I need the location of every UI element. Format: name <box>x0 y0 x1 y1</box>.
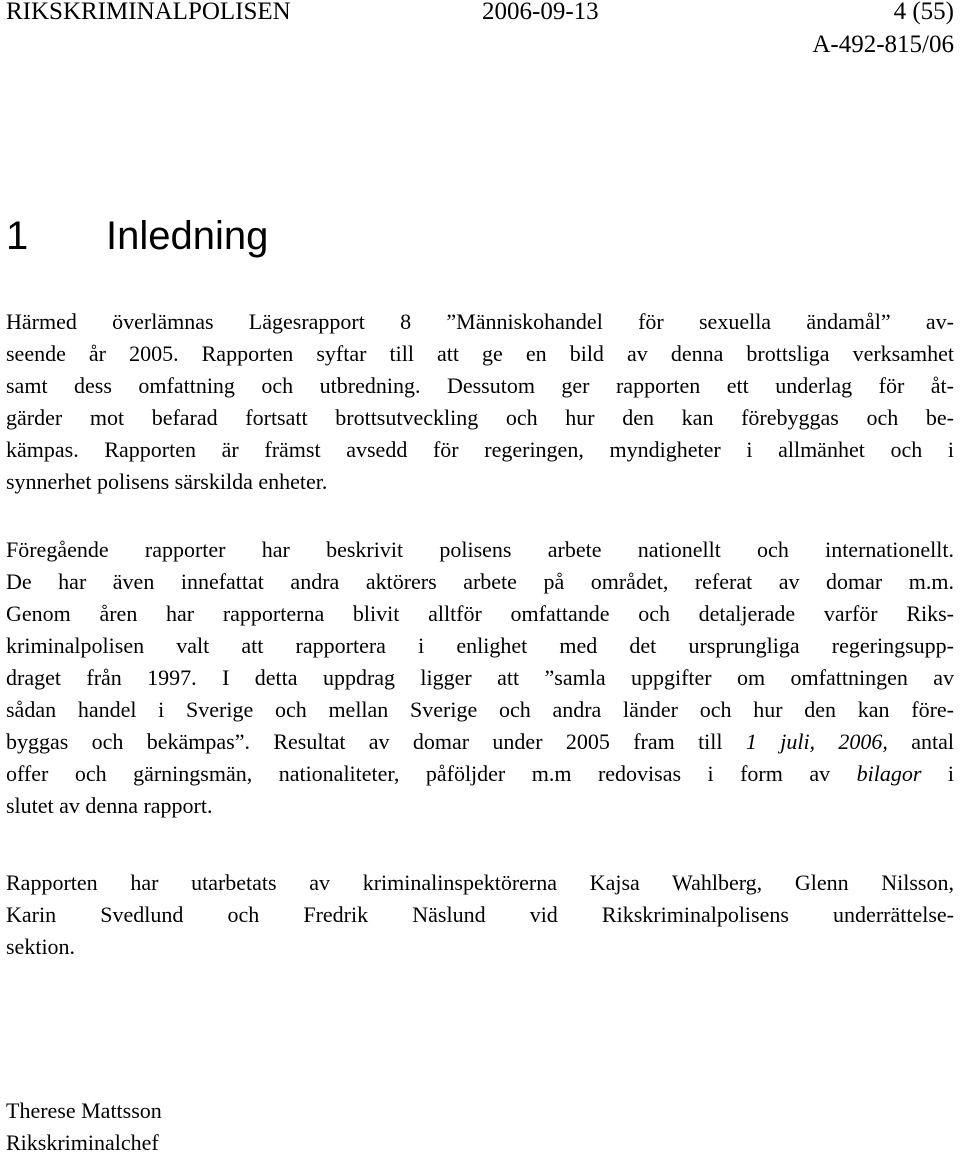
paragraph-line: De har även innefattat andra aktörers arbete på området, referat av domar m.m. <box>6 569 954 594</box>
text-run: antal <box>887 729 955 754</box>
paragraph-line: sådan handel i Sverige och mellan Sverige och andra länder och hur den kan före- <box>6 697 954 722</box>
header-organization: RIKSKRIMINALPOLISEN <box>6 0 291 25</box>
paragraph-background <box>6 534 954 822</box>
paragraph-line: Rapporten har utarbetats av kriminalinspektörerna Kajsa Wahlberg, Glenn Nilsson, <box>6 870 954 895</box>
paragraph-line: synnerhet polisens särskilda enheter. <box>6 469 328 494</box>
paragraph-line: Föregående rapporter har beskrivit polisens arbete nationellt och internationellt. <box>6 537 954 562</box>
paragraph-line: Genom åren har rapporterna blivit alltför omfattande och detaljerade varför Riks- <box>6 601 954 626</box>
emphasized-date: 1 juli, 2006, <box>745 729 888 754</box>
paragraph-line: kämpas. Rapporten är främst avsedd för regeringen, myndigheter i allmänhet och i <box>6 437 954 462</box>
signature-title: Rikskriminalchef <box>6 1130 159 1155</box>
paragraph-line: gärder mot befarad fortsatt brottsutveckling och hur den kan förebyggas och be- <box>6 405 954 430</box>
header-reference: A-492-815/06 <box>812 31 954 58</box>
header-date: 2006-09-13 <box>482 0 599 25</box>
section-title: Inledning <box>106 214 269 258</box>
paragraph-line: kriminalpolisen valt att rapportera i enlighet med det ursprungliga regeringsupp- <box>6 633 954 658</box>
section-heading <box>6 208 268 264</box>
header-page-number: 4 (55) <box>893 0 954 25</box>
paragraph-line: Härmed överlämnas Lägesrapport 8 ”Människohandel för sexuella ändamål” av- <box>6 309 954 334</box>
page-header <box>6 0 954 30</box>
paragraph-line: draget från 1997. I detta uppdrag ligger att ”samla uppgifter om omfattningen av <box>6 665 954 690</box>
section-number: 1 <box>6 214 29 258</box>
paragraph-intro <box>6 306 954 498</box>
text-run: byggas och bekämpas”. Resultat av domar under 2005 fram till <box>6 729 746 754</box>
paragraph-line: seende år 2005. Rapporten syftar till att ge en bild av denna brottsliga verksamhet <box>6 341 954 366</box>
signature-name: Therese Mattsson <box>6 1098 162 1123</box>
emphasized-term: bilagor <box>856 761 922 786</box>
paragraph-line <box>6 758 954 790</box>
text-run: i <box>921 761 954 786</box>
paragraph-line <box>6 726 954 758</box>
paragraph-line: slutet av denna rapport. <box>6 793 213 818</box>
paragraph-authors <box>6 867 954 963</box>
signature-block <box>6 1095 954 1159</box>
paragraph-line: sektion. <box>6 934 76 959</box>
text-run: offer och gärningsmän, nationaliteter, påföljder m.m redovisas i form av <box>6 761 857 786</box>
paragraph-line: Karin Svedlund och Fredrik Näslund vid Rikskriminalpolisens underrättelse- <box>6 902 954 927</box>
paragraph-line: samt dess omfattning och utbredning. Dessutom ger rapporten ett underlag för åt- <box>6 373 954 398</box>
